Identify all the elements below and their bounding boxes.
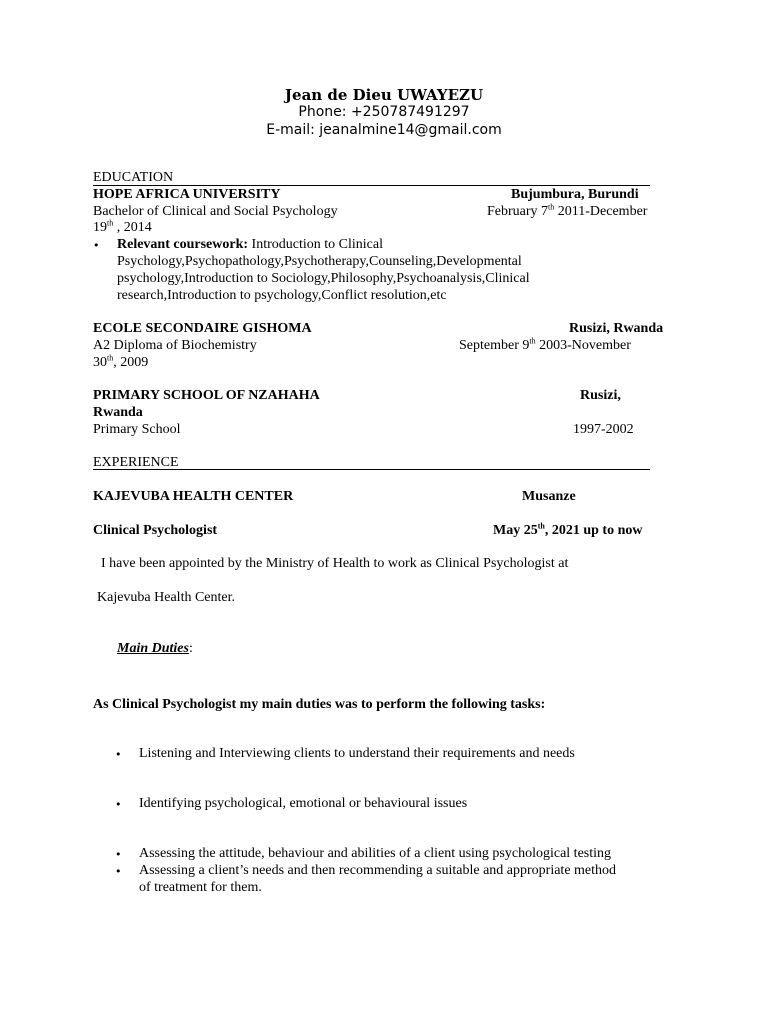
education-rule [93,185,650,186]
job-title: Clinical Psychologist [93,523,218,538]
phone-line: Phone: +250787491297 [298,104,470,120]
coursework-line-2: Psychology,Psychopathology,Psychotherapy,Counseling,Developmental [117,254,522,269]
gishoma-date-end-sup: th [107,353,114,363]
job-date-start-sup: th [537,521,545,531]
candidate-name: Jean de Dieu UWAYEZU [284,86,484,104]
main-duties-heading [117,641,193,657]
experience-rule [93,469,650,470]
job-description-line-1: I have been appointed by the Ministry of Health to work as Clinical Psychologist at [101,556,569,571]
bullet-icon: • [115,748,122,761]
employer-name: KAJEVUBA HEALTH CENTER [93,489,294,504]
hau-institution: HOPE AFRICA UNIVERSITY [93,187,281,202]
gishoma-date-end-rest: , 2009 [113,355,149,370]
job-description-line-2: Kajevuba Health Center. [97,590,236,605]
hau-degree: Bachelor of Clinical and Social Psychology [93,204,338,219]
hau-date-mid: 2011-December [554,204,648,219]
bullet-icon: • [93,239,100,252]
coursework-line-3: psychology,Introduction to Sociology,Philosophy,Psychoanalysis,Clinical [117,271,530,286]
experience-heading: EXPERIENCE [93,455,179,470]
duties-intro: As Clinical Psychologist my main duties was to perform the following tasks: [93,697,546,712]
hau-date-end [93,220,152,236]
nzahaha-dates: 1997-2002 [573,422,634,437]
duty-item-continued: of treatment for them. [139,880,262,895]
gishoma-date-end [93,355,148,371]
hau-date [487,204,647,220]
coursework-line-4: research,Introduction to psychology,Conflict resolution,etc [117,288,447,303]
nzahaha-location: Rusizi, [580,388,621,403]
gishoma-date [459,338,631,354]
gishoma-location: Rusizi, Rwanda [569,321,664,336]
employer-location: Musanze [522,489,576,504]
hau-date-start: February 7 [487,204,549,219]
bullet-icon: • [115,848,122,861]
gishoma-institution: ECOLE SECONDAIRE GISHOMA [93,321,312,336]
coursework-label: Relevant coursework: [117,237,249,252]
hau-date-end-rest: , 2014 [113,220,152,235]
hau-location: Bujumbura, Burundi [511,187,639,202]
gishoma-date-start-sup: th [529,336,536,346]
email-line: E-mail: jeanalmine14@gmail.com [266,122,502,138]
education-heading: EDUCATION [93,170,174,185]
duty-item: Assessing the attitude, behaviour and abilities of a client using psychological testing [139,846,612,861]
gishoma-date-start: September 9 [459,338,530,353]
job-date-rest: , 2021 up to now [544,523,643,538]
duty-item: Listening and Interviewing clients to understand their requirements and needs [139,746,575,761]
nzahaha-degree: Primary School [93,422,181,437]
duty-item: Assessing a client’s needs and then recommending a suitable and appropriate method [139,863,617,878]
hau-date-start-sup: th [548,202,555,212]
gishoma-degree: A2 Diploma of Biochemistry [93,338,257,353]
nzahaha-location-cont: Rwanda [93,405,143,420]
duty-item: Identifying psychological, emotional or behavioural issues [139,796,468,811]
hau-date-end-sup: th [107,218,114,228]
coursework-first: Introduction to Clinical [248,237,383,252]
main-duties-colon: : [188,641,193,656]
job-date-start: May 25 [493,523,538,538]
gishoma-date-end-day: 30 [93,355,107,370]
bullet-icon: • [115,865,122,878]
job-dates [493,523,642,539]
main-duties-label: Main Duties [117,641,189,656]
nzahaha-institution: PRIMARY SCHOOL OF NZAHAHA [93,388,320,403]
bullet-icon: • [115,798,122,811]
coursework-line-1 [117,237,383,253]
gishoma-date-mid: 2003-November [535,338,631,353]
hau-date-end-day: 19 [93,220,107,235]
